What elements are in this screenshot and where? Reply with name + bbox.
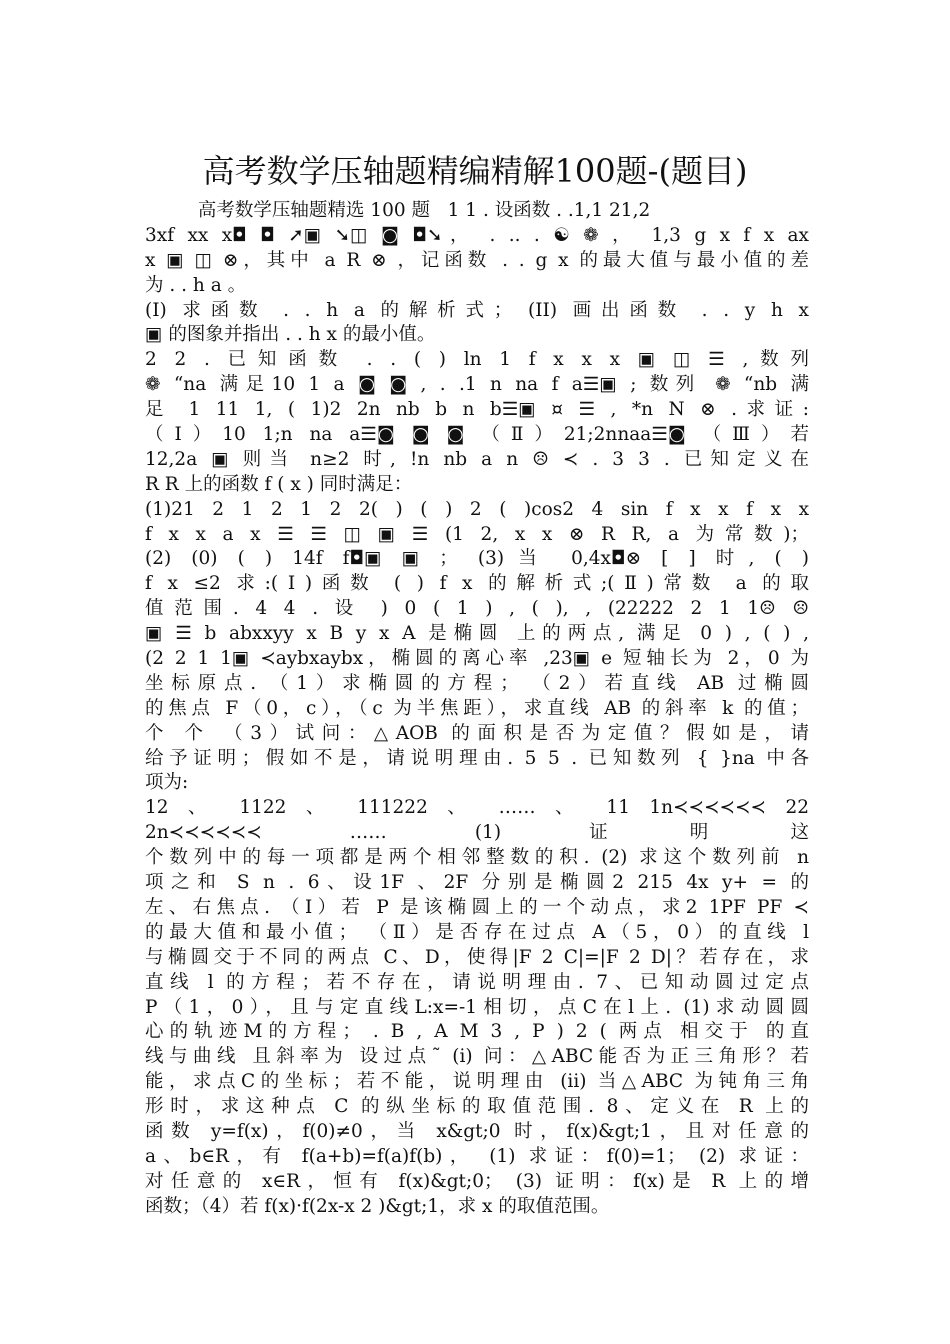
text-line: 的最大值和最小值； （Ⅱ）是否存在过点 A（5，0）的直线 l	[145, 921, 809, 943]
text-line: 个 个 （3）试问：△AOB 的面积是否为定值？假如是，请	[145, 722, 809, 744]
text-line: 3xf xx x◘ ◘ ➚▣ ➘◫ ◙ ◘➘， . .. . ☯ ❁ ， 1,3 g x f x ax	[145, 224, 809, 246]
text-line: 给予证明；假如不是，请说明理由. 5 5 . 已知数列 { }na 中各	[145, 747, 809, 769]
document-title: 高考数学压轴题精编精解100题-(题目)	[202, 152, 748, 191]
text-line: 2n≺≺≺≺≺≺ …… (1) 证明这	[145, 822, 809, 844]
document-body	[145, 199, 809, 1220]
text-line: ❁ “na 满足10 1 a ◙ ◙ , . .1 n na f a☰▣ ; 数列 ❁ “nb 满	[145, 374, 809, 396]
text-line: 2 2 . 已知函数 . . ( ) ln 1 f x x x ▣ ◫ ☰ ,数列	[145, 349, 809, 371]
text-line: 直线 l 的方程；若不存在，请说明理由. 7、已知动圆过定点	[145, 971, 809, 993]
text-line: (2) (0) ( ) 14f f◘▣ ▣ ； (3)当 0,4x◘⊗ [ ] 时, ( )	[145, 548, 809, 570]
text-line: 函数 y=f(x)，f(0)≠0，当 x&gt;0 时，f(x)&gt;1，且对任意的	[145, 1120, 809, 1142]
text-line: 线与曲线 且斜率为 设过点˜ (i) 问：△ABC能否为正三角形？若	[145, 1046, 809, 1068]
text-line: (I) 求函数 . . h a 的解析式； (II) 画出函数 . . y h x	[145, 299, 809, 321]
text-line: 函数；（4）若 f(x)·f(2x-x 2 )&gt;1，求 x 的取值范围。	[145, 1195, 610, 1217]
text-line: f x x a x ☰ ☰ ◫ ▣ ☰ (1 2, x x ⊗ R R, a 为常数)；	[145, 523, 809, 545]
text-line: 高考数学压轴题精选 100 题 1 1 . 设函数 . .1,1 21,2	[145, 200, 651, 221]
text-line: f x ≤2 求:(Ⅰ)函数 ( ) f x 的解析式;(Ⅱ)常数 a 的取	[145, 573, 809, 595]
text-line: a、b∈R，有 f(a+b)=f(a)f(b)， (1) 求证：f(0)=1； (2) 求证：	[145, 1145, 809, 1167]
text-line: 个数列中的每一项都是两个相邻整数的积. (2) 求这个数列前 n	[145, 847, 809, 869]
text-line: 项之和 S n . 6、设1F 、2F 分别是椭圆2 215 4x y+ = 的	[145, 872, 809, 894]
text-line: 形时，求这种点 C 的纵坐标的取值范围. 8、定义在 R 上的	[145, 1096, 809, 1118]
text-line: P（1，0），且与定直线L:x=-1相切，点C在l上. (1)求动圆圆	[145, 996, 809, 1018]
text-line: 坐标原点. （1）求椭圆的方程； （2）若直线 AB 过椭圆	[145, 672, 809, 694]
text-line: R R 上的函数 f ( x ) 同时满足：	[145, 473, 413, 495]
text-line: (1)21 2 1 2 1 2 2( ) ( ) 2 ( )cos2 4 sin f x x f x x	[145, 498, 809, 520]
text-line: 能，求点C的坐标；若不能，说明理由 (ii) 当△ABC 为钝角三角	[145, 1071, 809, 1093]
text-line: ▣ ☰ b abxxyy x B y x A 是椭圆 上的两点, 满足 0 ) , ( ) ,	[145, 623, 809, 645]
text-line: （Ⅰ）10 1;n na a☰◙ ◙ ◙ （Ⅱ）21;2nnaa☰◙ （Ⅲ）若	[145, 424, 809, 446]
text-line: 与椭圆交于不同的两点 C、D，使得|F 2 C|=|F 2 D|？若存在，求	[145, 946, 809, 968]
text-line: 12 、 1122 、 111222 、 …… 、 11 1n≺≺≺≺≺≺ 22	[145, 797, 809, 819]
text-line: 的焦点 F（0，c），（c 为半焦距），求直线 AB 的斜率 k 的值；	[145, 697, 809, 719]
text-line: 值范围. 4 4 . 设 ) 0 ( 1 ) , ( ), , (22222 2 1 1☹ ☹	[145, 598, 809, 620]
text-line: (2 2 1 1▣ ≺aybxaybx，椭圆的离心率 ,23▣ e 短轴长为 2，0 为	[145, 648, 809, 670]
text-line: 对任意的 x∈R，恒有 f(x)&gt;0； (3) 证明：f(x)是 R 上的增	[145, 1170, 809, 1192]
text-line: 项为:	[145, 772, 189, 794]
text-line: 心的轨迹M的方程； . B , A M 3 , P ) 2 ( 两点 相交于 的直	[145, 1021, 809, 1043]
text-line: 为 . . h a 。	[145, 274, 247, 296]
text-line: 足 1 11 1, ( 1)2 2n nb b n b☰▣ ¤ ☰ , *n N ⊗ .求证:	[145, 399, 809, 421]
text-line: 左、右焦点. （Ⅰ）若 P 是该椭圆上的一个动点，求2 1PF PF ≺	[145, 896, 809, 918]
text-line: ▣ 的图象并指出 . . h x 的最小值。	[145, 324, 436, 346]
text-line: x ▣ ◫ ⊗，其中 a R ⊗ ，记函数 . . g x 的最大值与最小值的差	[145, 249, 809, 271]
text-line: 12,2a ▣ 则当 n≥2 时, !n nb a n ☹ ≺ . 3 3 . 已知定义在	[145, 448, 809, 470]
